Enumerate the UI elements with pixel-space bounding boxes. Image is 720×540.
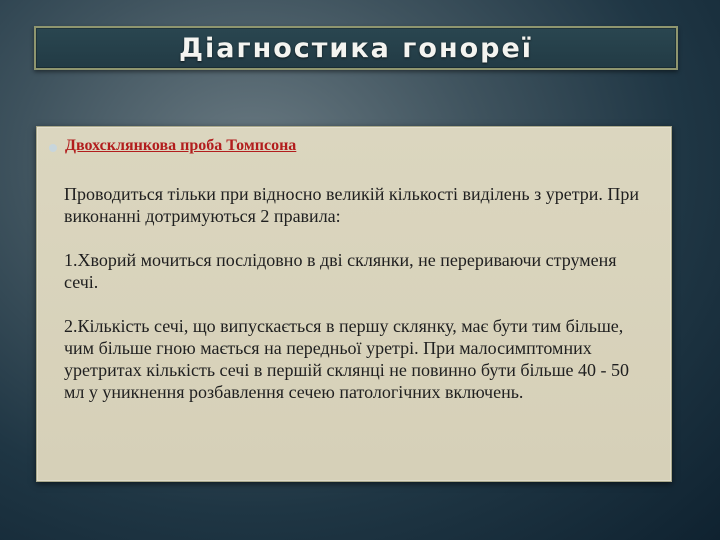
bullet-item bbox=[49, 137, 649, 155]
rule-one-paragraph: 1.Хворий мочиться послідовно в дві склянки, не перериваючи струменя сечі. bbox=[64, 250, 617, 292]
content-panel bbox=[36, 126, 672, 482]
rule-two-paragraph: 2.Кількість сечі, що випускається в першу склянку, має бути тим більше, чим більше гною мається на передньої уретрі. При малосимптомних уретритах кількість сечі в першій склянці не повинно бути більше 40 - 50 мл у уникнення розбавлення сечею патологічних включень. bbox=[64, 316, 630, 402]
paragraph-spacer bbox=[64, 227, 644, 249]
procedure-description bbox=[64, 183, 644, 403]
bullet-dot-icon bbox=[49, 144, 57, 152]
intro-paragraph: Проводиться тільки при відносно великій кількості виділень з уретри. При виконанні дотримуються 2 правила: bbox=[64, 184, 640, 226]
slide-title: Діагностика гонореї bbox=[178, 32, 534, 64]
paragraph-spacer bbox=[64, 293, 644, 315]
procedure-heading-link[interactable]: Двохсклянкова проба Томпсона bbox=[65, 137, 297, 154]
title-bar bbox=[34, 26, 678, 70]
